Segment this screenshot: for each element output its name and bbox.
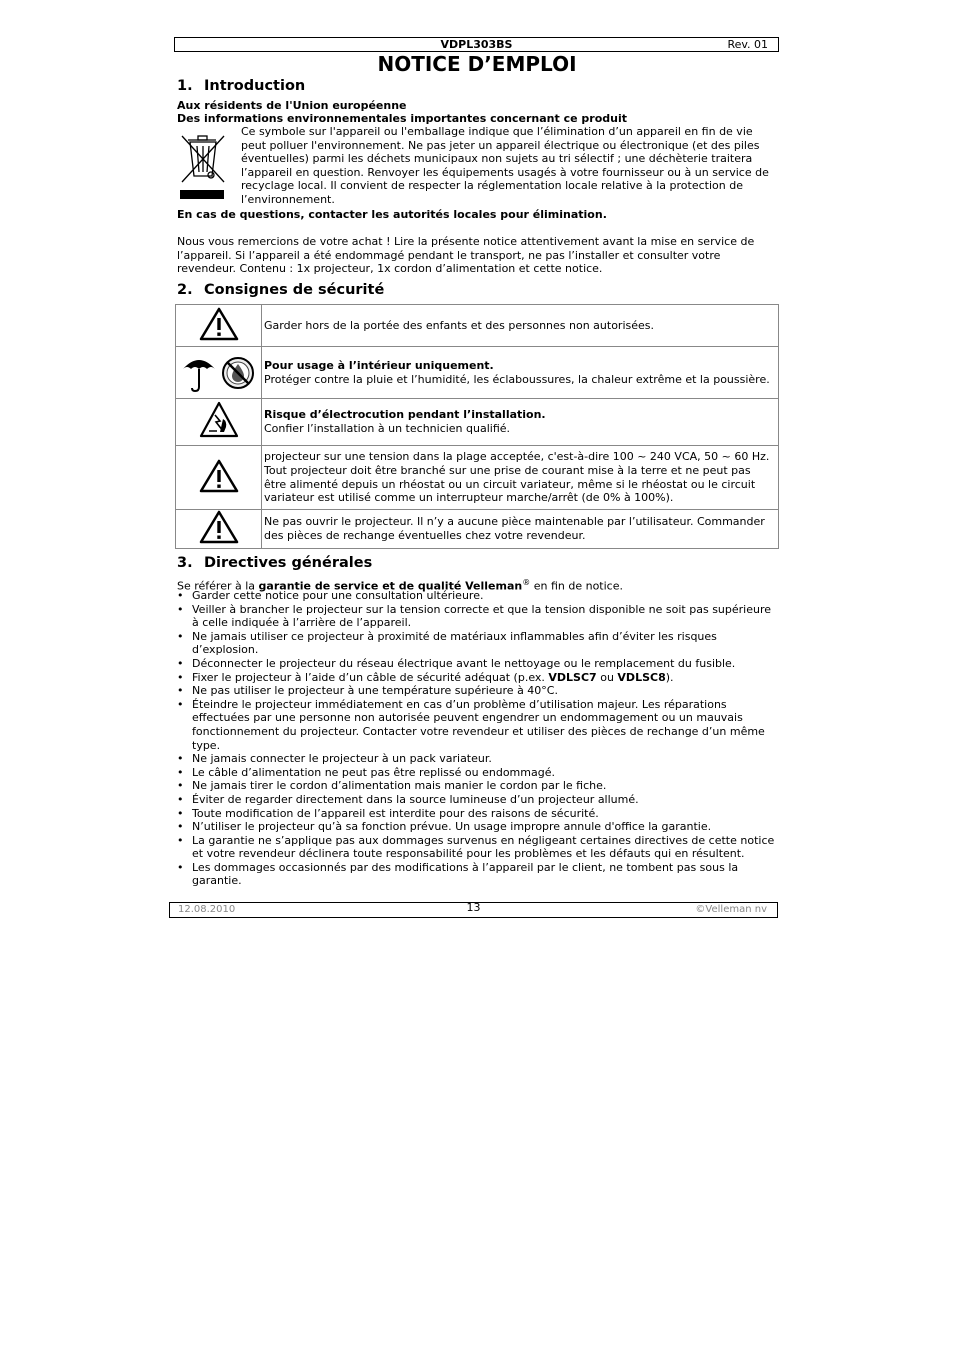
list-item: • Ne jamais tirer le cordon d’alimentation mais manier le cordon par le fiche. bbox=[177, 779, 777, 793]
list-item: • Veiller à brancher le projecteur sur la tension correcte et que la tension disponible ne soit pas supérieure à celle indiquée à l’arrière de l’appareil. bbox=[177, 603, 777, 630]
section-title: Consignes de sécurité bbox=[204, 282, 385, 298]
safety-icon-cell bbox=[176, 305, 262, 347]
safety-row bbox=[176, 399, 779, 446]
list-item: • N’utiliser le projecteur qu’à sa fonction prévue. Un usage impropre annule d'office la garantie. bbox=[177, 820, 777, 834]
safety-bold-text: Pour usage à l’intérieur uniquement. bbox=[264, 358, 494, 372]
safety-text: Garder hors de la portée des enfants et des personnes non autorisées. bbox=[264, 318, 655, 332]
document-title: NOTICE D’EMPLOI bbox=[377, 52, 577, 76]
section-heading-general bbox=[177, 554, 372, 572]
safety-icon-cell bbox=[176, 510, 262, 549]
cable-code: VDLSC8 bbox=[617, 670, 666, 684]
list-item: • Déconnecter le projecteur du réseau électrique avant le nettoyage ou le remplacement du fusible. bbox=[177, 657, 777, 671]
list-item: • Toute modification de l’appareil est interdite pour des raisons de sécurité. bbox=[177, 807, 777, 821]
intro-paragraph: Nous vous remercions de votre achat ! Lire la présente notice attentivement avant la mise en service de l’appareil. Si l’appareil a été endommagé pendant le transport, ne pas l’installer et consulter votre revendeur. Contenu : 1x projecteur, 1x cordon d’alimentation et cette notice. bbox=[177, 235, 755, 276]
page-number: 13 bbox=[466, 901, 481, 914]
list-item: • Le câble d’alimentation ne peut pas être replissé ou endommagé. bbox=[177, 766, 777, 780]
list-item bbox=[177, 671, 777, 685]
list-item: • Les dommages occasionnés par des modifications à l’appareil par le client, ne tombent pas sous la garantie. bbox=[177, 861, 777, 888]
safety-text: Protéger contre la pluie et l’humidité, les éclaboussures, la chaleur extrême et la poussière. bbox=[264, 372, 770, 386]
safety-text-cell bbox=[262, 305, 779, 347]
section-heading-introduction bbox=[177, 77, 305, 95]
list-item-text: Fixer le projecteur à l’aide d’un câble de sécurité adéquat (p.ex. bbox=[192, 670, 549, 684]
safety-icon-cell bbox=[176, 446, 262, 510]
general-guidelines-list bbox=[177, 589, 777, 888]
warranty-text-after: en fin de notice. bbox=[530, 579, 623, 593]
list-item: • Éteindre le projecteur immédiatement en cas d’un problème d’utilisation majeur. Les réparations effectuées par une personne non autorisée peuvent engendrer un endommagement ou un mauvais fonctionnement du projecteur. Contacter votre revendeur et utiliser des pièces de rechange d’un même type. bbox=[177, 698, 777, 752]
safety-text: Confier l’installation à un technicien qualifié. bbox=[264, 422, 511, 435]
weee-crossed-bin-icon bbox=[178, 132, 228, 204]
safety-text-cell bbox=[262, 399, 779, 446]
safety-table bbox=[175, 304, 779, 549]
model-number: VDPL303BS bbox=[440, 38, 513, 51]
revision-label: Rev. 01 bbox=[727, 38, 768, 51]
section-number: 2. bbox=[177, 282, 193, 298]
safety-text-cell bbox=[262, 347, 779, 399]
safety-text: projecteur sur une tension dans la plage acceptée, c'est-à-dire 100 ~ 240 VCA, 50 ~ 60 Hz. Tout projecteur doit être branché sur une prise de courant mise à la terre et ne peut pas être alimenté depuis un rhéostat ou un circuit variateur, même si le rhéostat ou le circuit variateur est utilisé comme un interrupteur marche/arrêt (de 0% à 100%). bbox=[264, 450, 770, 505]
safety-text: Ne pas ouvrir le projecteur. Il n’y a aucune pièce maintenable par l’utilisateur. Commander des pièces de rechange éventuelles chez votre revendeur. bbox=[264, 515, 765, 542]
disposal-questions: En cas de questions, contacter les autorités locales pour élimination. bbox=[177, 208, 607, 221]
list-item: • Ne jamais utiliser ce projecteur à proximité de matériaux inflammables afin d’éviter les risques d’explosion. bbox=[177, 630, 777, 657]
footer-copyright: ©Velleman nv bbox=[695, 904, 767, 915]
warning-triangle-icon bbox=[199, 307, 239, 341]
safety-bold-text: Risque d’électrocution pendant l’installation. bbox=[264, 408, 546, 422]
list-item: • Ne jamais connecter le projecteur à un pack variateur. bbox=[177, 752, 777, 766]
section-heading-safety bbox=[177, 281, 384, 299]
safety-row bbox=[176, 446, 779, 510]
list-item-text: ). bbox=[665, 670, 674, 684]
eu-residents-label: Aux résidents de l'Union européenne bbox=[177, 99, 407, 112]
warning-triangle-icon bbox=[199, 510, 239, 544]
section-number: 3. bbox=[177, 555, 193, 571]
list-item-text: ou bbox=[596, 670, 618, 684]
list-item: • Garder cette notice pour une consultation ultérieure. bbox=[177, 589, 777, 603]
warranty-link-text: garantie de service et de qualité Velleman bbox=[258, 579, 523, 593]
list-item: • Éviter de regarder directement dans la source lumineuse d’un projecteur allumé. bbox=[177, 793, 777, 807]
safety-icon-cell bbox=[176, 347, 262, 399]
env-info-label: Des informations environnementales importantes concernant ce produit bbox=[177, 112, 627, 125]
safety-row bbox=[176, 510, 779, 549]
section-title: Introduction bbox=[204, 78, 306, 94]
page-header bbox=[174, 37, 779, 52]
safety-text-cell bbox=[262, 510, 779, 549]
page-footer bbox=[169, 902, 778, 918]
safety-text-cell bbox=[262, 446, 779, 510]
section-title: Directives générales bbox=[204, 555, 373, 571]
umbrella-icon bbox=[181, 353, 217, 393]
safety-icon-cell bbox=[176, 399, 262, 446]
no-water-icon bbox=[220, 355, 256, 391]
list-item: • Ne pas utiliser le projecteur à une température supérieure à 40°C. bbox=[177, 684, 777, 698]
registered-mark: ® bbox=[522, 578, 531, 587]
section-number: 1. bbox=[177, 78, 193, 94]
weee-paragraph: Ce symbole sur l'appareil ou l'emballage indique que l’élimination d’un appareil en fin de vie peut polluer l'environnement. Ne pas jeter un appareil électrique ou électronique (et des piles éventuelles) parmi les déchets municipaux non sujets au tri sélectif ; une déchèterie traitera l’appareil en question. Renvoyer les équipements usagés à votre fournisseur ou à un service de recyclage local. Il convient de respecter la réglementation locale relative à la protection de l’environnement. bbox=[241, 125, 769, 206]
safety-row bbox=[176, 305, 779, 347]
list-item: • La garantie ne s’applique pas aux dommages survenus en négligeant certaines directives de cette notice et votre revendeur déclinera toute responsabilité pour les problèmes et les défauts qui en résultent. bbox=[177, 834, 777, 861]
warning-triangle-icon bbox=[199, 459, 239, 493]
footer-date: 12.08.2010 bbox=[178, 904, 236, 915]
electrocution-warning-icon bbox=[199, 401, 239, 439]
safety-row bbox=[176, 347, 779, 399]
cable-code: VDLSC7 bbox=[548, 670, 597, 684]
warranty-text-before: Se référer à la bbox=[177, 579, 259, 593]
